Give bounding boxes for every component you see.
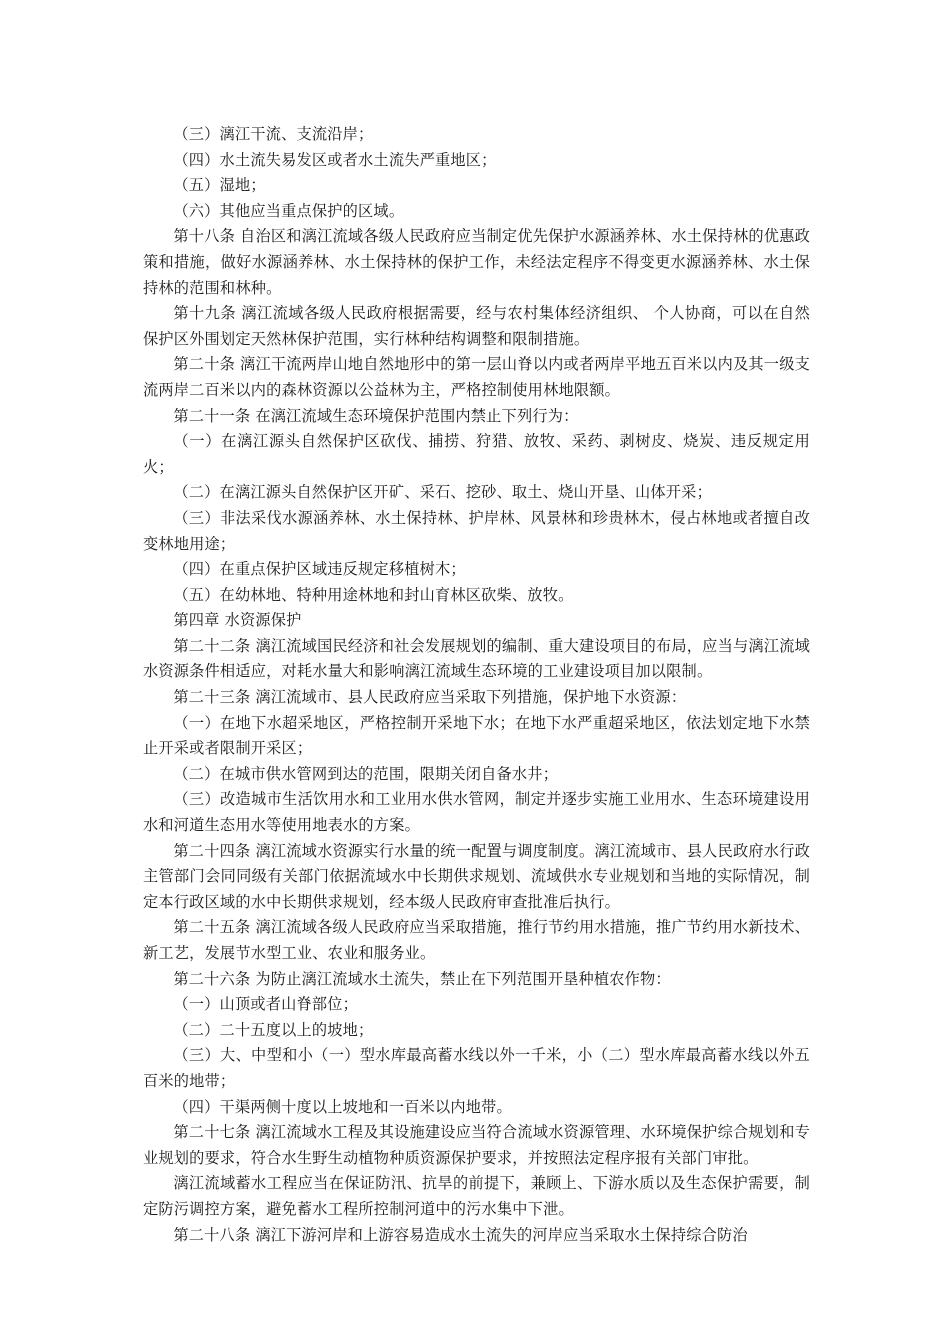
list-item: （四）干渠两侧十度以上坡地和一百米以内地带。 xyxy=(173,1097,512,1116)
list-item: （四）在重点保护区域违反规定移植树木； xyxy=(173,560,466,579)
article-25: 第二十五条 漓江流域各级人民政府应当采取措施，推行节约用水措施，推广节约用水新技术、新工艺，发展节水型工业、农业和服务业。 xyxy=(143,918,810,962)
list-item: （一）在地下水超采地区，严格控制开采地下水；在地下水严重超采地区，依法划定地下水禁止开采或者限制开采区； xyxy=(143,713,810,758)
list-item: （五）湿地； xyxy=(173,176,266,195)
article-28: 第二十八条 漓江下游河岸和上游容易造成水土流失的河岸应当采取水土保持综合防治 xyxy=(173,1225,748,1244)
list-item: （二）在漓江源头自然保护区开矿、采石、挖砂、取土、烧山开垦、山体开采； xyxy=(173,483,712,502)
list-item: （五）在幼林地、特种用途林地和封山育林区砍柴、放牧。 xyxy=(173,585,574,604)
list-item: （三）大、中型和小（一）型水库最高蓄水线以外一千米，小（二）型水库最高蓄水线以外五百米的地带； xyxy=(143,1046,810,1090)
article-27-para-2: 漓江流域蓄水工程应当在保证防汛、抗旱的前提下，兼顾上、下游水质以及生态保护需要，制定防污调控方案，避免蓄水工程所控制河道中的污水集中下泄。 xyxy=(143,1174,810,1218)
list-item: （二）在城市供水管网到达的范围，限期关闭自备水井； xyxy=(173,764,559,783)
chapter-heading: 第四章 水资源保护 xyxy=(173,611,302,630)
list-item: （三）非法采伐水源涵养林、水土保持林、护岸林、风景林和珍贵林木，侵占林地或者擅自改变林地用途； xyxy=(143,508,810,553)
article-20: 第二十条 漓江干流两岸山地自然地形中的第一层山脊以内或者两岸平地五百米以内及其一级支流两岸二百米以内的森林资源以公益林为主，严格控制使用林地限额。 xyxy=(143,355,810,399)
list-item: （二）二十五度以上的坡地； xyxy=(173,1020,374,1039)
document-body xyxy=(143,122,810,1248)
article-22: 第二十二条 漓江流域国民经济和社会发展规划的编制、重大建设项目的布局，应当与漓江流域水资源条件相适应，对耗水量大和影响漓江流域生态环境的工业建设项目加以限制。 xyxy=(143,636,810,681)
article-18: 第十八条 自治区和漓江流域各级人民政府应当制定优先保护水源涵养林、水土保持林的优惠政策和措施，做好水源涵养林、水土保持林的保护工作，未经法定程序不得变更水源涵养林、水土保持林的范围和林种。 xyxy=(143,227,810,297)
article-21: 第二十一条 在漓江流域生态环境保护范围内禁止下列行为： xyxy=(173,406,579,425)
list-item: （一）山顶或者山脊部位； xyxy=(173,995,359,1014)
article-23: 第二十三条 漓江流域市、县人民政府应当采取下列措施，保护地下水资源： xyxy=(173,688,687,707)
list-item: （一）在漓江源头自然保护区砍伐、捕捞、狩猎、放牧、采药、剥树皮、烧炭、违反规定用火； xyxy=(143,432,810,476)
article-27: 第二十七条 漓江流域水工程及其设施建设应当符合流域水资源管理、水环境保护综合规划和专业规划的要求，符合水生野生动植物种质资源保护要求，并按照法定程序报有关部门审批。 xyxy=(143,1123,810,1167)
list-item: （三）漓江干流、支流沿岸； xyxy=(173,125,374,143)
article-24: 第二十四条 漓江流域水资源实行水量的统一配置与调度制度。漓江流域市、县人民政府水行政主管部门会同同级有关部门依据流域水中长期供求规划、流域供水专业规划和当地的实际情况，制定本行政区域的水中长期供求规划，经本级人民政府审查批准后执行。 xyxy=(143,841,810,911)
list-item: （三）改造城市生活饮用水和工业用水供水管网，制定并逐步实施工业用水、生态环境建设用水和河道生态用水等使用地表水的方案。 xyxy=(143,790,810,835)
list-item: （四）水土流失易发区或者水土流失严重地区； xyxy=(173,150,497,169)
list-item: （六）其他应当重点保护的区域。 xyxy=(173,201,405,220)
article-26: 第二十六条 为防止漓江流域水土流失，禁止在下列范围开垦种植农作物： xyxy=(173,969,671,988)
article-19: 第十九条 漓江流域各级人民政府根据需要，经与农村集体经济组织、 个人协商，可以在自然保护区外围划定天然林保护范围，实行林种结构调整和限制措施。 xyxy=(143,304,810,348)
